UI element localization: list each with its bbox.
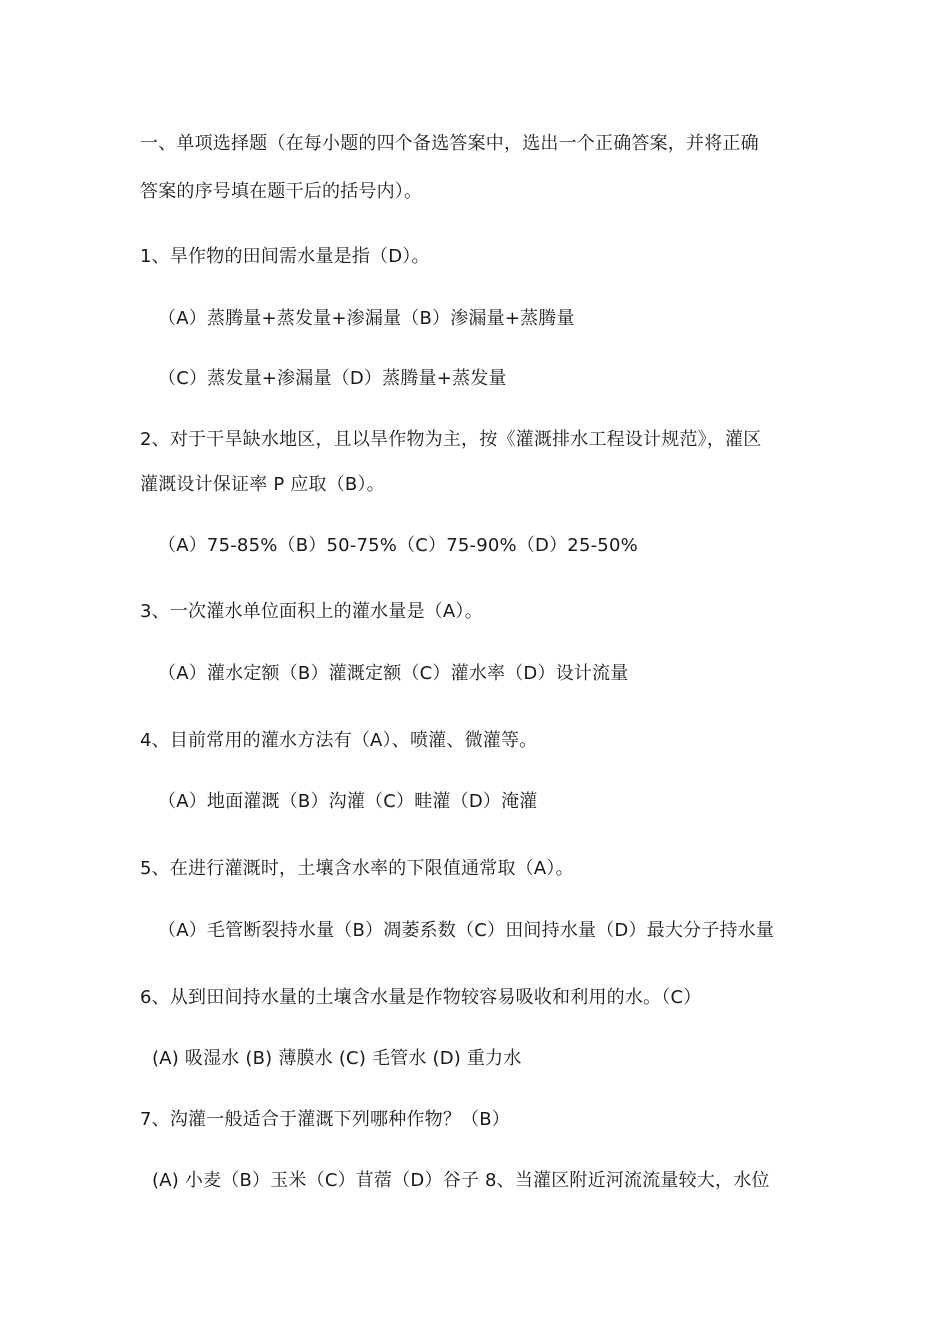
section-heading-line-1: 一、单项选择题（在每小题的四个备选答案中，选出一个正确答案，并将正确 [140,133,759,154]
question-6-stem: 6、从到田间持水量的土壤含水量是作物较容易吸收和利用的水。（C） [140,987,702,1008]
question-4-stem: 4、目前常用的灌水方法有（A）、喷灌、微灌等。 [140,730,538,751]
question-5-options: （A）毛管断裂持水量（B）凋萎系数（C）田间持水量（D）最大分子持水量 [158,920,775,941]
question-1-options-2: （C）蒸发量+渗漏量（D）蒸腾量+蒸发量 [158,368,507,389]
question-1-options-1: （A）蒸腾量+蒸发量+渗漏量（B）渗漏量+蒸腾量 [158,308,575,329]
question-7-options: (A) 小麦（B）玉米（C）苜蓿（D）谷子 8、当灌区附近河流流量较大，水位 [152,1170,770,1191]
question-5-stem: 5、在进行灌溉时，土壤含水率的下限值通常取（A）。 [140,858,574,879]
section-heading-line-2: 答案的序号填在题干后的括号内）。 [140,181,423,202]
question-2-stem-line-2: 灌溉设计保证率 P 应取（B）。 [140,474,385,495]
question-6-options: (A) 吸湿水 (B) 薄膜水 (C) 毛管水 (D) 重力水 [152,1048,522,1069]
question-4-options: （A）地面灌溉（B）沟灌（C）畦灌（D）淹灌 [158,791,538,812]
question-7-stem: 7、沟灌一般适合于灌溉下列哪种作物？（B） [140,1109,510,1130]
question-2-stem-line-1: 2、对于干旱缺水地区，且以旱作物为主，按《灌溉排水工程设计规范》，灌区 [140,429,762,450]
question-3-options: （A）灌水定额（B）灌溉定额（C）灌水率（D）设计流量 [158,663,629,684]
question-1-stem: 1、旱作物的田间需水量是指（D）。 [140,246,430,267]
question-3-stem: 3、一次灌水单位面积上的灌水量是（A）。 [140,601,483,622]
question-2-options: （A）75-85%（B）50-75%（C）75-90%（D）25-50% [158,535,638,556]
